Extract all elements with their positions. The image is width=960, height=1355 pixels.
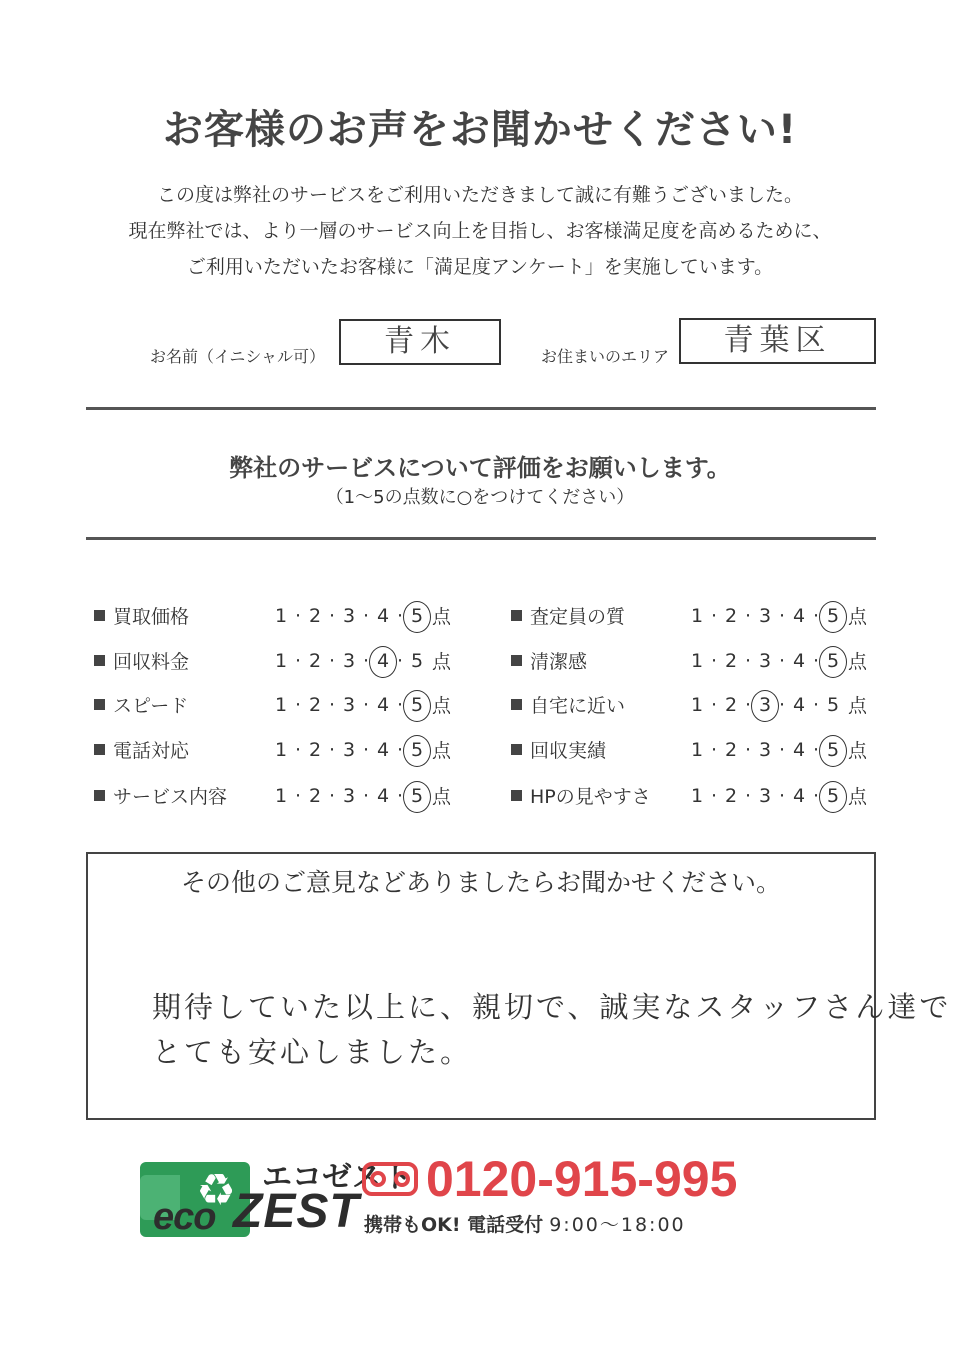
bullet-square-icon xyxy=(94,655,105,666)
scale-separator: · xyxy=(778,649,786,672)
scale-separator: · xyxy=(362,604,370,627)
scale-separator: · xyxy=(812,604,820,627)
score-option-4[interactable]: 4 xyxy=(792,784,806,807)
intro-line-3: ご利用いただいたお客様に「満足度アンケート」を実施しています。 xyxy=(186,256,774,278)
intro-line-2: 現在弊社では、より一層のサービス向上を目指し、お客様満足度を高めるために、 xyxy=(128,220,832,242)
score-unit: 点 xyxy=(848,651,868,673)
rating-title: 弊社のサービスについて評価をお願いします。 xyxy=(229,454,731,482)
phone-hours xyxy=(364,1210,686,1237)
rating-item-right-3 xyxy=(511,691,625,718)
rating-label: 電話対応 xyxy=(113,740,190,762)
scale-separator: · xyxy=(812,784,820,807)
score-option-5[interactable]: 5 xyxy=(822,605,844,627)
score-option-3[interactable]: 3 xyxy=(342,649,356,672)
rating-subtitle: （1～5の点数に○をつけてください） xyxy=(325,487,635,508)
score-unit: 点 xyxy=(848,606,868,628)
score-unit: 点 xyxy=(432,740,452,762)
rating-item-left-2 xyxy=(94,647,189,674)
rating-item-right-2 xyxy=(511,647,587,674)
rating-scale xyxy=(686,602,867,629)
rating-scale xyxy=(270,782,451,809)
scale-separator: · xyxy=(710,649,718,672)
score-option-4[interactable]: 4 xyxy=(376,738,390,761)
scale-separator: · xyxy=(744,693,752,716)
scale-separator: · xyxy=(396,693,404,716)
score-option-1[interactable]: 1 xyxy=(690,693,704,716)
free-dial-icon xyxy=(362,1162,418,1196)
scale-separator: · xyxy=(294,604,302,627)
score-option-1[interactable]: 1 xyxy=(690,604,704,627)
score-option-1[interactable]: 1 xyxy=(274,693,288,716)
score-option-2[interactable]: 2 xyxy=(724,784,738,807)
rating-item-left-5 xyxy=(94,782,227,809)
rating-label: 回収実績 xyxy=(530,740,607,762)
score-option-1[interactable]: 1 xyxy=(274,738,288,761)
logo-zest: ZEST xyxy=(233,1185,360,1238)
score-unit: 点 xyxy=(432,786,452,808)
score-option-1[interactable]: 1 xyxy=(690,784,704,807)
scale-separator: · xyxy=(744,604,752,627)
score-option-5[interactable]: 5 xyxy=(406,694,428,716)
score-unit: 点 xyxy=(432,695,452,717)
rating-label: HPの見やすさ xyxy=(530,786,651,808)
score-unit: 点 xyxy=(848,740,868,762)
scale-separator: · xyxy=(396,784,404,807)
rating-scale xyxy=(686,647,867,674)
bullet-square-icon xyxy=(94,610,105,621)
page-title: お客様のお声をお聞かせください! xyxy=(162,107,798,153)
phone-hours-prefix: 携帯もOK! 電話受付 xyxy=(364,1214,544,1236)
scale-separator: · xyxy=(744,784,752,807)
rating-label: 自宅に近い xyxy=(530,695,626,717)
bullet-square-icon xyxy=(511,655,522,666)
bullet-square-icon xyxy=(94,790,105,801)
scale-separator: · xyxy=(294,738,302,761)
scale-separator: · xyxy=(328,738,336,761)
score-option-3[interactable]: 3 xyxy=(342,693,356,716)
scale-separator: · xyxy=(812,738,820,761)
rating-scale xyxy=(270,647,451,674)
rating-item-left-4 xyxy=(94,736,189,763)
score-option-2[interactable]: 2 xyxy=(308,693,322,716)
scale-separator: · xyxy=(710,693,718,716)
scale-separator: · xyxy=(396,604,404,627)
scale-separator: · xyxy=(328,784,336,807)
recycle-icon: ♻ xyxy=(196,1165,236,1216)
score-option-2[interactable]: 2 xyxy=(724,649,738,672)
divider-top xyxy=(86,407,876,410)
score-option-4[interactable]: 4 xyxy=(376,604,390,627)
score-option-1[interactable]: 1 xyxy=(274,649,288,672)
scale-separator: · xyxy=(294,649,302,672)
score-option-3[interactable]: 3 xyxy=(342,604,356,627)
score-option-5[interactable]: 5 xyxy=(406,605,428,627)
score-option-1[interactable]: 1 xyxy=(274,604,288,627)
score-option-5[interactable]: 5 xyxy=(822,739,844,761)
scale-separator: · xyxy=(362,649,370,672)
rating-item-right-4 xyxy=(511,736,606,763)
score-option-3[interactable]: 3 xyxy=(342,738,356,761)
rating-scale xyxy=(686,691,867,718)
scale-separator: · xyxy=(744,738,752,761)
scale-separator: · xyxy=(362,738,370,761)
rating-item-left-3 xyxy=(94,691,188,718)
rating-scale xyxy=(686,736,867,763)
score-option-2[interactable]: 2 xyxy=(308,604,322,627)
logo-kana: エコゼスト xyxy=(262,1160,412,1195)
score-unit: 点 xyxy=(432,606,452,628)
score-option-1[interactable]: 1 xyxy=(690,738,704,761)
rating-item-right-5 xyxy=(511,782,651,809)
bullet-square-icon xyxy=(94,699,105,710)
scale-separator: · xyxy=(778,693,786,716)
rating-label: 回収料金 xyxy=(113,651,190,673)
name-label: お名前（イニシャル可） xyxy=(150,347,326,366)
scale-separator: · xyxy=(396,649,404,672)
bullet-square-icon xyxy=(511,744,522,755)
rating-item-right-1 xyxy=(511,602,625,629)
score-option-4[interactable]: 4 xyxy=(792,693,806,716)
score-option-5[interactable]: 5 xyxy=(406,739,428,761)
scale-separator: · xyxy=(778,738,786,761)
logo-eco: eco xyxy=(153,1196,216,1238)
scale-separator: · xyxy=(396,738,404,761)
scale-separator: · xyxy=(362,693,370,716)
rating-label: 買取価格 xyxy=(113,606,190,628)
scale-separator: · xyxy=(710,784,718,807)
rating-scale xyxy=(686,782,867,809)
scale-separator: · xyxy=(328,693,336,716)
bullet-square-icon xyxy=(511,790,522,801)
name-field[interactable]: 青木 xyxy=(339,319,501,365)
score-option-4[interactable]: 4 xyxy=(376,784,390,807)
score-option-3[interactable]: 3 xyxy=(758,649,772,672)
scale-separator: · xyxy=(328,649,336,672)
scale-separator: · xyxy=(710,738,718,761)
area-field[interactable]: 青葉区 xyxy=(679,318,876,364)
score-option-3[interactable]: 3 xyxy=(758,604,772,627)
score-option-2[interactable]: 2 xyxy=(308,649,322,672)
score-option-5[interactable]: 5 xyxy=(826,693,840,716)
score-option-3[interactable]: 3 xyxy=(754,694,776,716)
scale-separator: · xyxy=(778,604,786,627)
score-option-2[interactable]: 2 xyxy=(724,738,738,761)
score-option-5[interactable]: 5 xyxy=(822,785,844,807)
score-option-2[interactable]: 2 xyxy=(308,738,322,761)
scale-separator: · xyxy=(294,784,302,807)
score-option-1[interactable]: 1 xyxy=(274,784,288,807)
rating-label: 査定員の質 xyxy=(530,606,626,628)
score-unit: 点 xyxy=(848,786,868,808)
scale-separator: · xyxy=(744,649,752,672)
comment-answer-line-1: 期待していた以上に、親切で、誠実なスタッフさん達で xyxy=(152,990,952,1024)
rating-scale xyxy=(270,736,451,763)
rating-scale xyxy=(270,691,451,718)
score-option-4[interactable]: 4 xyxy=(792,604,806,627)
score-option-5[interactable]: 5 xyxy=(822,650,844,672)
score-option-4[interactable]: 4 xyxy=(792,649,806,672)
score-option-1[interactable]: 1 xyxy=(690,649,704,672)
bullet-square-icon xyxy=(511,699,522,710)
rating-item-left-1 xyxy=(94,602,189,629)
phone-hours-time: 9:00～18:00 xyxy=(549,1214,686,1236)
score-option-5[interactable]: 5 xyxy=(410,649,424,672)
bullet-square-icon xyxy=(94,744,105,755)
comment-question: その他のご意見などありましたらお聞かせください。 xyxy=(180,868,781,897)
rating-scale xyxy=(270,602,451,629)
score-option-2[interactable]: 2 xyxy=(308,784,322,807)
scale-separator: · xyxy=(294,693,302,716)
score-option-5[interactable]: 5 xyxy=(406,785,428,807)
score-option-3[interactable]: 3 xyxy=(758,784,772,807)
rating-label: サービス内容 xyxy=(113,786,228,808)
score-option-2[interactable]: 2 xyxy=(724,604,738,627)
scale-separator: · xyxy=(812,649,820,672)
score-unit: 点 xyxy=(432,651,452,673)
score-option-3[interactable]: 3 xyxy=(758,738,772,761)
rating-label: スピード xyxy=(113,695,189,717)
bullet-square-icon xyxy=(511,610,522,621)
area-label: お住まいのエリア xyxy=(541,347,670,366)
scale-separator: · xyxy=(778,784,786,807)
score-unit: 点 xyxy=(848,695,868,717)
score-option-3[interactable]: 3 xyxy=(342,784,356,807)
intro-line-1: この度は弊社のサービスをご利用いただきまして誠に有難うございました。 xyxy=(156,184,803,206)
rating-label: 清潔感 xyxy=(530,651,588,673)
score-option-4[interactable]: 4 xyxy=(792,738,806,761)
scale-separator: · xyxy=(328,604,336,627)
score-option-2[interactable]: 2 xyxy=(724,693,738,716)
scale-separator: · xyxy=(812,693,820,716)
score-option-4[interactable]: 4 xyxy=(376,693,390,716)
score-option-4[interactable]: 4 xyxy=(372,650,394,672)
comment-answer-line-2: とても安心しました。 xyxy=(152,1035,473,1069)
divider-bottom xyxy=(86,537,876,540)
scale-separator: · xyxy=(710,604,718,627)
scale-separator: · xyxy=(362,784,370,807)
phone-number[interactable]: 0120-915-995 xyxy=(426,1151,738,1207)
